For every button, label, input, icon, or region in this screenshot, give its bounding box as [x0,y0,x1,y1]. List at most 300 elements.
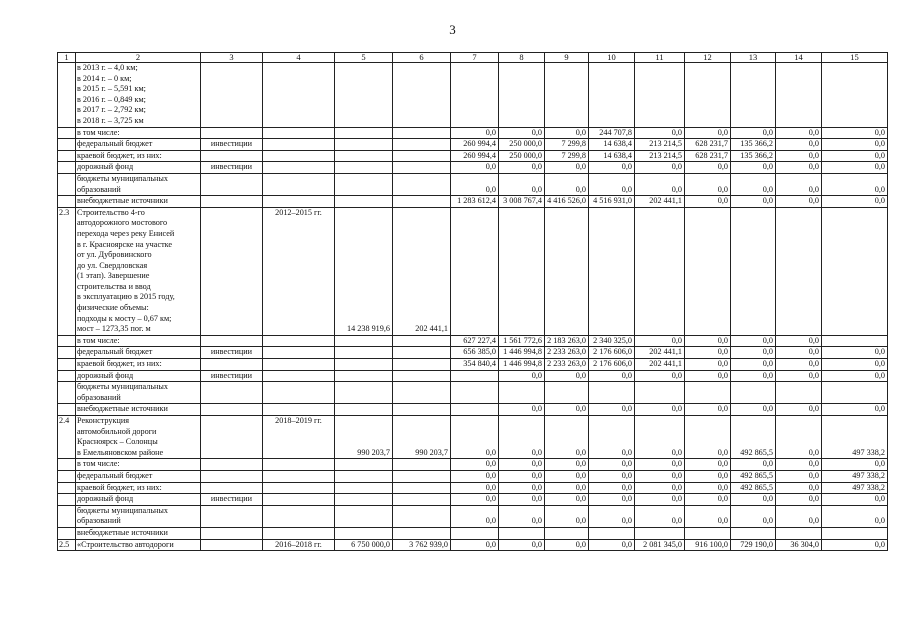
column-header: 5 [335,53,393,63]
table-cell: 0,0 [776,359,822,371]
table-cell: 0,0 [731,370,776,382]
table-cell: 0,0 [822,370,888,382]
table-cell: 0,0 [589,370,635,382]
table-cell: 0,0 [545,162,589,174]
table-cell [335,335,393,347]
table-row [58,382,888,404]
table-cell [685,207,731,335]
column-header: 11 [635,53,685,63]
table-cell [201,359,263,371]
table-row [58,404,888,416]
table-cell: 0,0 [589,494,635,506]
table-cell: 0,0 [499,459,545,471]
column-header: 4 [263,53,335,63]
table-cell [335,63,393,128]
table-cell [589,382,635,404]
table-cell: 0,0 [635,335,685,347]
table-row [58,207,888,335]
table-cell [58,127,76,139]
table-cell: 0,0 [731,459,776,471]
table-row [58,482,888,494]
table-cell: федеральный бюджет [76,470,201,482]
table-cell: 2 081 345,0 [635,539,685,551]
table-row [58,196,888,208]
table-cell: 0,0 [589,470,635,482]
table-cell: 627 227,4 [451,335,499,347]
table-cell [393,127,451,139]
table-cell: 916 100,0 [685,539,731,551]
table-cell: 0,0 [589,459,635,471]
table-cell: 0,0 [545,416,589,459]
table-cell: 2016–2018 гг. [263,539,335,551]
column-header: 12 [685,53,731,63]
table-cell: 0,0 [776,370,822,382]
table-cell: в том числе: [76,459,201,471]
table-cell [201,173,263,195]
table-cell: 0,0 [731,127,776,139]
table-cell: 213 214,5 [635,139,685,151]
table-cell: инвестиции [201,370,263,382]
table-row [58,370,888,382]
table-cell [731,207,776,335]
table-cell: 0,0 [589,416,635,459]
table-cell: 1 446 994,8 [499,359,545,371]
table-cell [545,382,589,404]
table-cell [685,382,731,404]
table-cell: 492 865,5 [731,482,776,494]
table-cell: 0,0 [731,404,776,416]
table-cell: 1 446 994,8 [499,347,545,359]
table-cell [589,63,635,128]
table-cell: 0,0 [545,494,589,506]
table-cell: 0,0 [776,139,822,151]
table-cell: 0,0 [822,539,888,551]
table-cell [58,150,76,162]
page-number: 3 [449,22,456,37]
table-cell: 0,0 [545,459,589,471]
table-row [58,139,888,151]
column-header: 1 [58,53,76,63]
table-cell: «Строительство автодороги [76,539,201,551]
table-cell [263,162,335,174]
table-cell [58,527,76,539]
budget-table [57,52,888,551]
table-cell [822,382,888,404]
table-cell: 0,0 [635,416,685,459]
table-cell: 628 231,7 [685,139,731,151]
table-cell [201,539,263,551]
table-cell [201,127,263,139]
table-cell: 260 994,4 [451,150,499,162]
table-cell: 202 441,1 [635,359,685,371]
column-header: 13 [731,53,776,63]
table-cell [776,527,822,539]
table-cell [201,527,263,539]
table-cell: 2 183 263,0 [545,335,589,347]
table-cell: 0,0 [822,196,888,208]
table-cell [335,382,393,404]
table-cell [589,527,635,539]
table-cell: федеральный бюджет [76,347,201,359]
table-cell: 0,0 [451,162,499,174]
table-cell: 0,0 [822,162,888,174]
table-cell [263,173,335,195]
table-cell [263,370,335,382]
table-cell: 0,0 [589,539,635,551]
table-cell: 0,0 [776,505,822,527]
table-cell [393,173,451,195]
table-cell: 0,0 [545,505,589,527]
table-cell [58,494,76,506]
table-cell [263,459,335,471]
table-cell [545,63,589,128]
table-cell [201,207,263,335]
table-cell [393,63,451,128]
table-cell [822,527,888,539]
table-cell: 0,0 [685,196,731,208]
table-cell [393,470,451,482]
table-cell [58,482,76,494]
table-cell: 1 561 772,6 [499,335,545,347]
table-cell [731,527,776,539]
table-cell: 0,0 [685,494,731,506]
table-cell [335,494,393,506]
table-cell [58,162,76,174]
table-cell: 628 231,7 [685,150,731,162]
table-cell: 0,0 [451,173,499,195]
table-cell: дорожный фонд [76,162,201,174]
table-cell: 497 338,2 [822,470,888,482]
table-cell: 0,0 [499,505,545,527]
table-cell [263,196,335,208]
table-cell [545,527,589,539]
table-cell: инвестиции [201,494,263,506]
table-cell: 0,0 [545,404,589,416]
table-cell: 0,0 [731,347,776,359]
table-cell [58,139,76,151]
table-cell: 2.3 [58,207,76,335]
table-cell: 260 994,4 [451,139,499,151]
table-cell [393,139,451,151]
table-cell: 0,0 [822,127,888,139]
table-cell: краевой бюджет, из них: [76,359,201,371]
table-row [58,470,888,482]
table-cell [451,404,499,416]
table-cell: 0,0 [776,150,822,162]
table-cell [335,527,393,539]
table-cell: 0,0 [731,505,776,527]
table-cell: дорожный фонд [76,370,201,382]
table-cell [393,459,451,471]
table-cell: 0,0 [499,173,545,195]
table-cell: 135 366,2 [731,150,776,162]
table-cell [58,335,76,347]
header-row [58,53,888,63]
table-cell [776,382,822,404]
table-cell [263,404,335,416]
table-row [58,539,888,551]
table-cell [451,207,499,335]
table-cell: 0,0 [545,482,589,494]
table-cell: 0,0 [635,162,685,174]
table-cell: 0,0 [822,173,888,195]
table-cell: 202 441,1 [393,207,451,335]
table-cell [263,494,335,506]
table-row [58,416,888,459]
table-row [58,359,888,371]
table-cell: 0,0 [499,370,545,382]
table-cell: 2.5 [58,539,76,551]
column-header: 2 [76,53,201,63]
table-cell: 0,0 [776,162,822,174]
table-cell [685,63,731,128]
table-cell: 0,0 [589,173,635,195]
table-cell [499,382,545,404]
table-cell [335,150,393,162]
table-cell [263,470,335,482]
table-cell [263,359,335,371]
table-cell: 0,0 [776,482,822,494]
table-cell [335,162,393,174]
table-cell [58,173,76,195]
table-cell: 4 516 931,0 [589,196,635,208]
table-cell: 0,0 [685,173,731,195]
column-header: 14 [776,53,822,63]
table-cell: 0,0 [451,127,499,139]
table-cell [393,335,451,347]
table-cell: 656 385,0 [451,347,499,359]
table-cell: 0,0 [545,127,589,139]
table-cell: 2 176 606,0 [589,359,635,371]
table-cell: внебюджетные источники [76,404,201,416]
table-cell [335,404,393,416]
table-cell [589,207,635,335]
table-cell: 497 338,2 [822,482,888,494]
table-cell [731,382,776,404]
table-cell [201,459,263,471]
table-cell: 492 865,5 [731,470,776,482]
table-cell [201,382,263,404]
table-cell: 2.4 [58,416,76,459]
table-cell [58,196,76,208]
table-cell: дорожный фонд [76,494,201,506]
table-cell [393,527,451,539]
table-cell: 0,0 [451,494,499,506]
table-cell [201,63,263,128]
column-header: 7 [451,53,499,63]
table-cell [451,382,499,404]
column-header: 6 [393,53,451,63]
table-cell [58,459,76,471]
table-cell [201,150,263,162]
table-cell: 4 416 526,0 [545,196,589,208]
table-cell: 729 190,0 [731,539,776,551]
table-cell: 2018–2019 гг. [263,416,335,459]
table-cell: 0,0 [731,335,776,347]
table-row [58,459,888,471]
table-cell: 0,0 [776,494,822,506]
table-cell: 0,0 [451,416,499,459]
table-cell [635,527,685,539]
table-cell: 3 762 939,0 [393,539,451,551]
table-cell: 0,0 [776,335,822,347]
table-cell [335,370,393,382]
table-cell: 0,0 [776,127,822,139]
table-cell: 36 304,0 [776,539,822,551]
table-cell: Реконструкция автомобильной дороги Красноярск – Солонцы в Емельяновском районе [76,416,201,459]
table-cell: 0,0 [822,404,888,416]
table-cell: 0,0 [635,127,685,139]
table-cell: краевой бюджет, из них: [76,150,201,162]
table-cell: 0,0 [635,505,685,527]
table-cell: 0,0 [685,162,731,174]
table-cell [393,505,451,527]
table-cell [263,505,335,527]
table-cell [263,482,335,494]
table-cell [776,63,822,128]
table-cell: 0,0 [685,482,731,494]
table-cell: 7 299,8 [545,150,589,162]
table-cell: 0,0 [499,482,545,494]
table-cell [393,359,451,371]
table-cell [58,359,76,371]
table-cell: 0,0 [451,459,499,471]
table-cell: инвестиции [201,139,263,151]
table-cell: федеральный бюджет [76,139,201,151]
table-cell [499,527,545,539]
table-cell [635,207,685,335]
table-cell: внебюджетные источники [76,527,201,539]
table-cell [635,63,685,128]
table-cell: 0,0 [685,370,731,382]
table-cell: внебюджетные источники [76,196,201,208]
table-row [58,494,888,506]
table-cell [335,196,393,208]
table-cell: 0,0 [776,347,822,359]
table-cell: 0,0 [822,139,888,151]
table-cell: 0,0 [685,459,731,471]
table-cell: 14 238 919,6 [335,207,393,335]
table-cell: 1 283 612,4 [451,196,499,208]
table-cell: 0,0 [635,370,685,382]
table-cell: 7 299,8 [545,139,589,151]
table-cell [335,127,393,139]
table-cell [335,470,393,482]
table-cell: 0,0 [635,173,685,195]
table-cell: 0,0 [635,404,685,416]
column-header: 8 [499,53,545,63]
table-cell: 0,0 [499,494,545,506]
table-cell: 0,0 [545,370,589,382]
table-cell [393,196,451,208]
table-cell: в том числе: [76,127,201,139]
table-cell: бюджеты муниципальных образований [76,505,201,527]
table-cell: Строительство 4-го автодорожного мостового перехода через реку Енисей в г. Красноярске на участке от ул. Дубровинского до ул. Свердловская (1 этап). Завершение строительства и ввод в эксплуатацию в 2015 году, физические объемы: подходы к мосту – 0,67 км; мост – 1273,35 пог. м [76,207,201,335]
table-cell [263,150,335,162]
table-cell [685,527,731,539]
table-cell: 213 214,5 [635,150,685,162]
table-cell: 3 008 767,4 [499,196,545,208]
table-cell [201,196,263,208]
table-cell: 0,0 [499,416,545,459]
table-cell: 0,0 [499,404,545,416]
table-cell: 0,0 [731,173,776,195]
table-cell: 250 000,0 [499,150,545,162]
table-cell: 244 707,8 [589,127,635,139]
column-header: 10 [589,53,635,63]
table-cell [201,505,263,527]
table-cell: 2 340 325,0 [589,335,635,347]
table-cell: 0,0 [731,196,776,208]
table-cell [263,63,335,128]
table-cell: 2012–2015 гг. [263,207,335,335]
table-cell [393,150,451,162]
table-cell [58,505,76,527]
table-cell [201,416,263,459]
table-cell: 0,0 [822,347,888,359]
table-row [58,527,888,539]
table-cell: 0,0 [822,150,888,162]
table-cell: 0,0 [589,482,635,494]
table-cell: 135 366,2 [731,139,776,151]
table-cell: 0,0 [589,505,635,527]
table-cell: 2 233 263,0 [545,359,589,371]
table-cell: 0,0 [685,404,731,416]
table-cell: в том числе: [76,335,201,347]
table-cell: 0,0 [685,347,731,359]
table-cell: инвестиции [201,162,263,174]
table-cell: 0,0 [589,162,635,174]
table-cell [451,370,499,382]
column-header: 9 [545,53,589,63]
table-cell: 6 750 000,0 [335,539,393,551]
table-cell: 0,0 [776,459,822,471]
table-cell: 14 638,4 [589,139,635,151]
table-cell [58,382,76,404]
column-header: 15 [822,53,888,63]
table-cell: 0,0 [822,459,888,471]
table-cell: в 2013 г. – 4,0 км; в 2014 г. – 0 км; в 2015 г. – 5,591 км; в 2016 г. – 0,849 км; в 2017 г. – 2,792 км; в 2018 г. – 3,725 км [76,63,201,128]
table-cell: инвестиции [201,347,263,359]
table-cell: 0,0 [685,127,731,139]
table-cell: 0,0 [731,162,776,174]
table-cell [451,527,499,539]
table-row [58,63,888,128]
table-cell [393,494,451,506]
table-cell [201,482,263,494]
table-cell: 202 441,1 [635,196,685,208]
table-cell: 0,0 [589,404,635,416]
table-cell: 0,0 [822,359,888,371]
table-cell: 0,0 [731,359,776,371]
table-row [58,347,888,359]
table-cell [335,139,393,151]
table-cell: 0,0 [685,470,731,482]
column-header: 3 [201,53,263,63]
table-cell [58,404,76,416]
table-cell [263,527,335,539]
table-cell: 0,0 [451,470,499,482]
table-cell [58,347,76,359]
table-cell: 0,0 [499,162,545,174]
table-cell [335,482,393,494]
table-cell: 0,0 [451,539,499,551]
table-cell [263,139,335,151]
table-cell: 0,0 [499,127,545,139]
table-cell [335,459,393,471]
table-cell: 0,0 [499,539,545,551]
table-cell [499,63,545,128]
